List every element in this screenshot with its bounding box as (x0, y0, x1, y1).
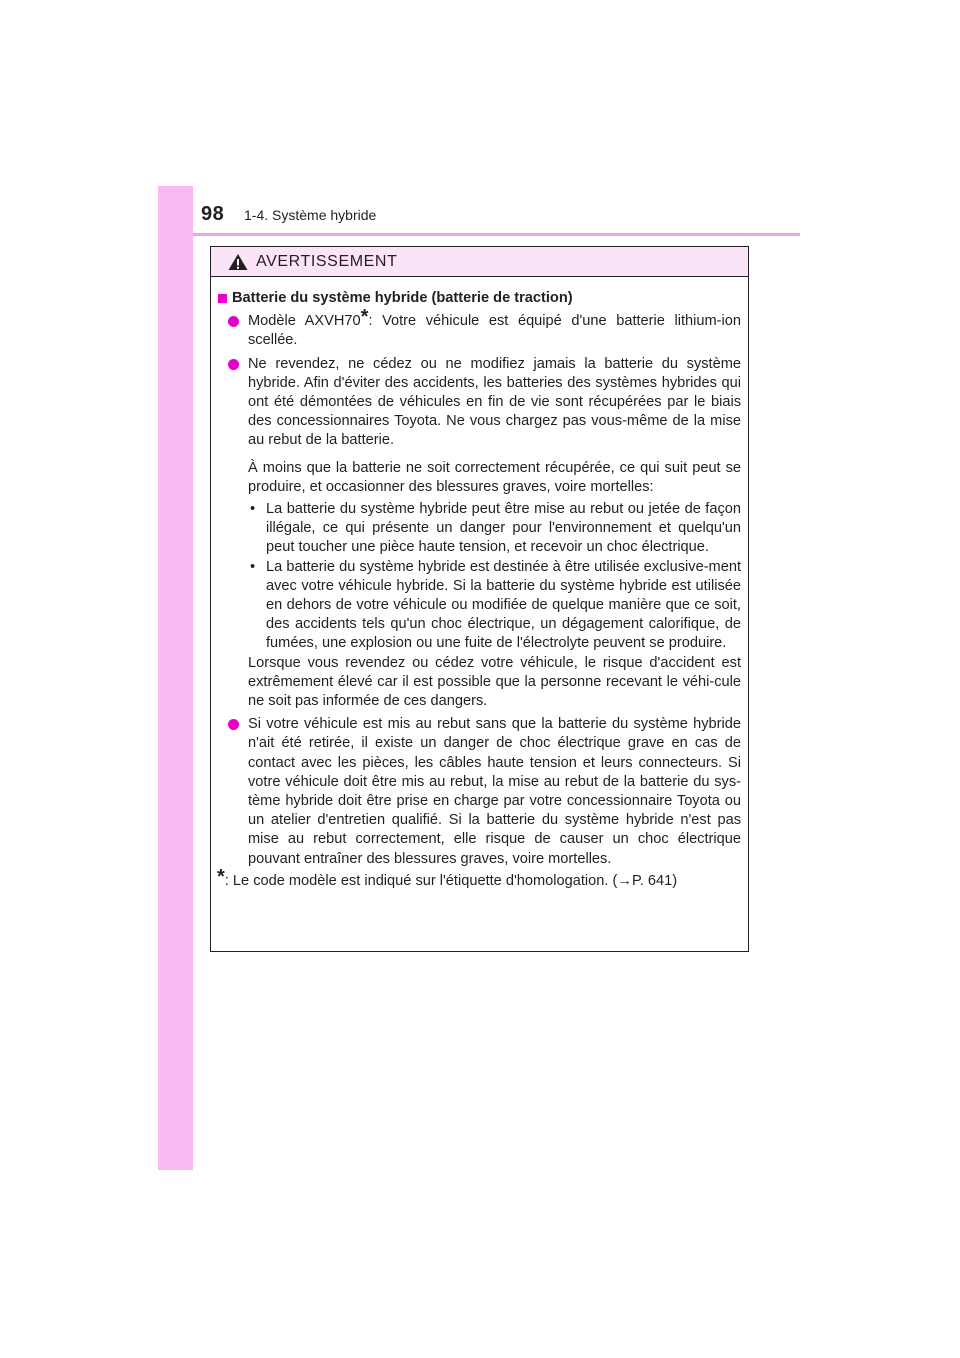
footnote-star: * (217, 865, 225, 888)
item-model: Modèle AXVH70 (248, 313, 361, 330)
bullet-item (248, 500, 741, 558)
paragraph: À moins que la batterie ne soit correctement récupérée, ce qui suit peut se produire, et occasionner des blessures graves, voire mortelles: (248, 459, 741, 495)
footnote-text: : Le code modèle est indiqué sur l'étiquette d'homologation. (→P. 641) (224, 872, 678, 889)
bullet-text: La batterie du système hybride peut être mise au rebut ou jetée de façon illégale, ce qui présente un danger pour l'environnement et quelqu'un peut toucher une pièce haute tension, et recevoir un choc électrique. (266, 501, 741, 556)
warning-triangle-icon (228, 253, 248, 271)
bullet-mark: • (250, 558, 256, 575)
list-item (228, 715, 741, 869)
item-text: Ne revendez, ne cédez ou ne modifiez jamais la batterie du système hybride. Afin d'éviter des accidents, les batteries des systèmes hybrides qui ont été démontées de véhicules en fin de vie sont récupérées par le biais des concessionnaires Toyota. Ne vous chargez pas vous-même de la mise au rebut de la batterie. (248, 355, 741, 449)
item-text: : Votre véhicule est équipé d'une batterie lithium-ion scellée. (248, 313, 741, 349)
warning-body (211, 277, 748, 891)
footnote (217, 865, 741, 891)
paragraph: Lorsque vous revendez ou cédez votre véhicule, le risque d'accident est extrêmement élevé car il est possible que la personne recevant le véhi-cule ne soit pas informée de ces dangers. (248, 654, 741, 710)
warning-title: AVERTISSEMENT (256, 252, 398, 270)
section-title: 1-4. Système hybride (244, 207, 377, 223)
square-bullet-icon (218, 294, 227, 303)
footnote-star: * (360, 306, 369, 329)
warning-box (210, 246, 749, 952)
bullet-mark: • (250, 501, 256, 518)
sub-heading-text: Batterie du système hybride (batterie de traction) (232, 290, 573, 306)
warning-header (211, 247, 748, 277)
list-item (228, 306, 741, 350)
circle-bullet-icon (228, 719, 239, 730)
bullet-text: La batterie du système hybride est destinée à être utilisée exclusive-ment avec votre véhicule hybride. Si la batterie du système hybride est utilisée en dehors de votre véhicule ou modifiée de quelque manière que ce soit, des accidents tels qu'un choc électrique, un dégagement calorifique, de fumées, une explosion ou une fuite de l'électrolyte peuvent se produire. (266, 558, 741, 652)
side-band (158, 186, 193, 1170)
header-rule (193, 233, 800, 236)
list-item (228, 355, 741, 451)
sub-heading (217, 289, 741, 308)
bullet-item (248, 558, 741, 654)
circle-bullet-icon (228, 359, 239, 370)
item-text: Si votre véhicule est mis au rebut sans que la batterie du système hybride n'ait été retirée, il existe un danger de choc électrique grave en cas de contact avec les pièces, les câbles haute tension et leurs connecteurs. Si votre véhicule doit être mis au rebut, la mise au rebut de la batterie du sys-tème hybride doit être prise en charge par votre concessionnaire Toyota ou un atelier d'entretien qualifié. Si la batterie du système hybride n'est pas mise au rebut correctement, elle risque de causer un choc électrique pouvant entraîner des blessures graves, voire mortelles. (248, 716, 741, 867)
circle-bullet-icon (228, 316, 239, 327)
page-number: 98 (201, 203, 225, 225)
bullet-list (248, 500, 741, 654)
